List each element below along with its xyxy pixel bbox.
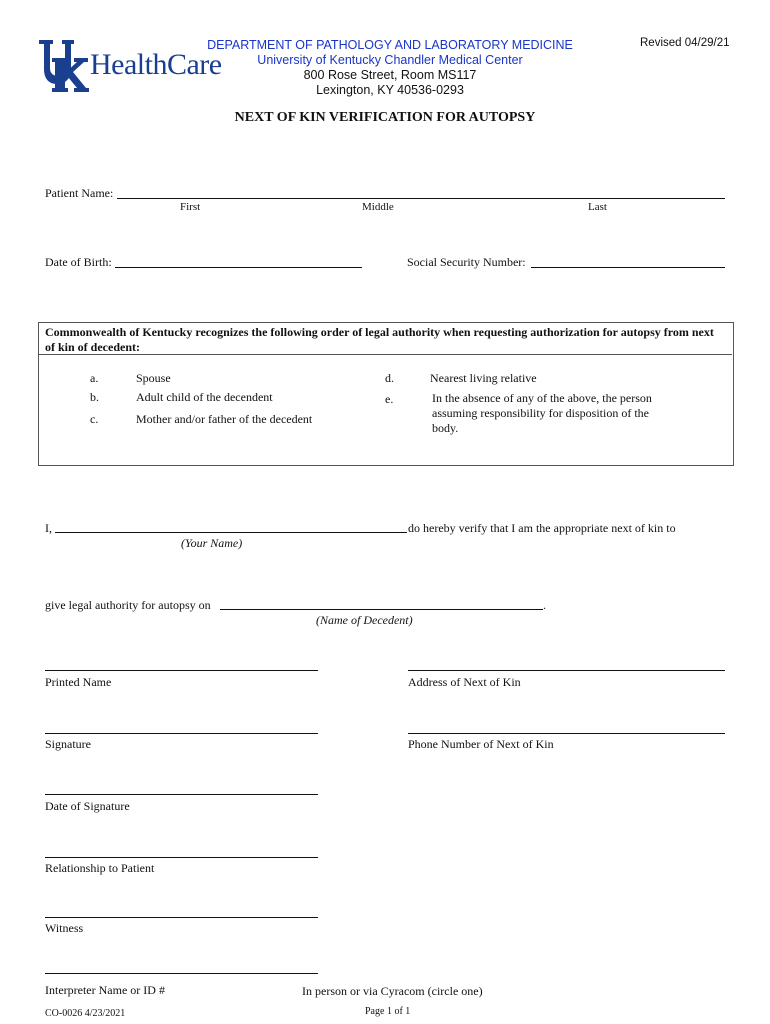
- department-header: [190, 38, 590, 98]
- form-code: CO-0026 4/23/2021: [45, 1008, 126, 1019]
- last-name-caption: Last: [588, 201, 607, 213]
- printed-name-field[interactable]: [45, 670, 318, 671]
- interpreter-label: Interpreter Name or ID #: [45, 983, 165, 997]
- signature-field[interactable]: [45, 733, 318, 734]
- authority-item-relative: Nearest living relative: [430, 371, 537, 385]
- authority-letter-d: d.: [385, 371, 394, 385]
- phone-field[interactable]: [408, 733, 725, 734]
- date-of-signature-field[interactable]: [45, 794, 318, 795]
- authority-item-spouse: Spouse: [136, 371, 171, 385]
- relationship-label: Relationship to Patient: [45, 861, 155, 875]
- dob-field[interactable]: [115, 267, 362, 268]
- middle-name-caption: Middle: [362, 201, 394, 213]
- address-line-1: 800 Rose Street, Room MS117: [303, 68, 477, 82]
- ssn-label: Social Security Number:: [407, 255, 526, 269]
- relationship-field[interactable]: [45, 857, 318, 858]
- interpreter-field[interactable]: [45, 973, 318, 974]
- legal-authority-heading: Commonwealth of Kentucky recognizes the following order of legal authority when requesting authorization for autopsy from next of kin of decedent:: [45, 325, 714, 354]
- verify-prefix: I,: [45, 521, 52, 535]
- decedent-name-field[interactable]: [220, 609, 543, 610]
- healthcare-wordmark: HealthCare: [90, 48, 222, 81]
- verify-suffix: do hereby verify that I am the appropriate next of kin to: [408, 521, 676, 535]
- revised-date: Revised 04/29/21: [640, 37, 730, 49]
- in-person-or-cyracom: In person or via Cyracom (circle one): [302, 984, 483, 998]
- address-line-2: Lexington, KY 40536-0293: [316, 83, 464, 97]
- authority-item-parent: Mother and/or father of the decedent: [136, 412, 313, 426]
- patient-name-field[interactable]: [117, 198, 725, 199]
- authority-letter-c: c.: [90, 412, 99, 426]
- authority-item-adult-child: Adult child of the decendent: [136, 390, 273, 404]
- printed-name-label: Printed Name: [45, 675, 112, 689]
- authority-letter-a: a.: [90, 371, 99, 385]
- authority-suffix: .: [543, 598, 546, 612]
- authority-item-responsible-person: In the absence of any of the above, the person assuming responsibility for disposition of the body.: [432, 391, 652, 435]
- department-name: DEPARTMENT OF PATHOLOGY AND LABORATORY MEDICINE: [207, 38, 573, 52]
- form-title: NEXT OF KIN VERIFICATION FOR AUTOPSY: [234, 110, 536, 125]
- authority-prefix: give legal authority for autopsy on: [45, 598, 211, 612]
- uk-logo-icon: [38, 38, 90, 94]
- witness-field[interactable]: [45, 917, 318, 918]
- patient-name-label: Patient Name:: [45, 186, 114, 200]
- medical-center-name: University of Kentucky Chandler Medical Center: [257, 53, 523, 67]
- address-label: Address of Next of Kin: [408, 675, 521, 689]
- your-name-caption: (Your Name): [181, 536, 243, 550]
- first-name-caption: First: [180, 201, 201, 213]
- uk-healthcare-logo: [38, 38, 222, 94]
- page-number: Page 1 of 1: [365, 1006, 411, 1017]
- your-name-field[interactable]: [55, 532, 407, 533]
- authority-letter-e: e.: [385, 392, 394, 406]
- witness-label: Witness: [45, 921, 84, 935]
- authority-letter-b: b.: [90, 390, 99, 404]
- address-field[interactable]: [408, 670, 725, 671]
- date-of-signature-label: Date of Signature: [45, 799, 130, 813]
- dob-label: Date of Birth:: [45, 255, 112, 269]
- signature-label: Signature: [45, 737, 91, 751]
- decedent-name-caption: (Name of Decedent): [316, 613, 413, 627]
- phone-label: Phone Number of Next of Kin: [408, 737, 554, 751]
- ssn-field[interactable]: [531, 267, 725, 268]
